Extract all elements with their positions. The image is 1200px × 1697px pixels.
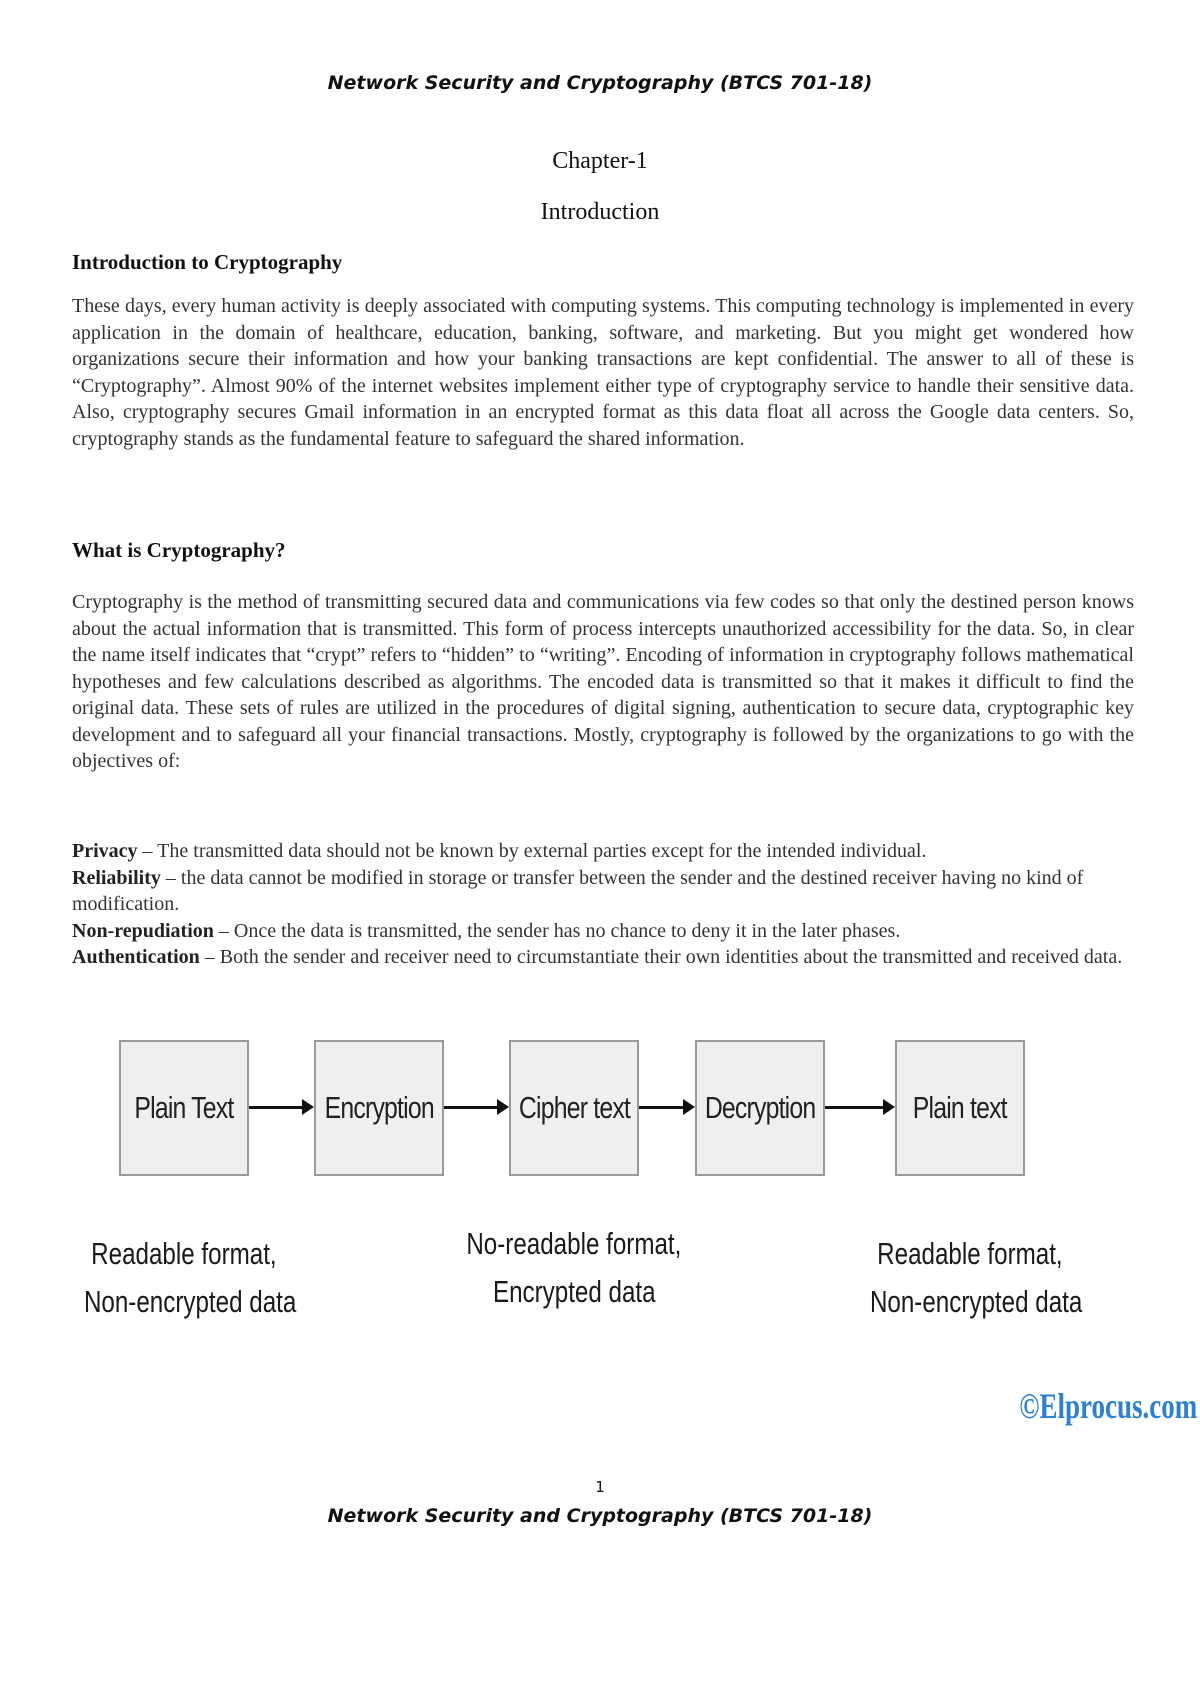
caption-line: Non-encrypted data (83, 1284, 297, 1319)
flow-box-label: Decryption (704, 1090, 816, 1125)
caption-ciphertext (434, 1220, 714, 1316)
flow-box-encryption (314, 1040, 444, 1176)
flow-box-decryption (695, 1040, 825, 1176)
objective-term: Authentication (72, 946, 200, 968)
flow-box-label: Cipher text (518, 1090, 630, 1125)
arrow-right-icon (639, 1107, 695, 1109)
objective-authentication (72, 944, 1134, 971)
flow-box-label: Plain Text (134, 1090, 234, 1125)
caption-plaintext (54, 1230, 314, 1326)
section-heading-what-is (72, 538, 1134, 563)
flow-box-label: Encryption (324, 1090, 434, 1125)
section-heading-text: Introduction to Cryptography (72, 250, 343, 274)
objective-description: – the data cannot be modified in storage or transfer between the sender and the destined receiver having no kind of modification. (72, 866, 1084, 915)
watermark-text: ©Elprocus.com (1019, 1386, 1198, 1426)
section-heading-intro (72, 250, 1134, 275)
objective-description: – The transmitted data should not be known by external parties except for the intended individual. (137, 840, 927, 862)
objective-term: Privacy (72, 840, 138, 862)
arrow-right-icon (249, 1107, 314, 1109)
section-heading-text: What is Cryptography? (72, 538, 286, 562)
chapter-title: Introduction (540, 199, 660, 225)
caption-line: No-readable format, (466, 1226, 682, 1261)
paragraph: These days, every human activity is deeply associated with computing systems. This computing technology is implemented in every application in the domain of healthcare, education, banking, software, and marketing. But you might get wondered how organizations secure their information and how your banking transactions are kept confidential. The answer to all of these is “Cryptography”. Almost 90% of the internet websites implement either type of cryptography service to handle their sensitive data. Also, cryptography secures Gmail information in an encrypted format as this data float all across the Google data centers. So, cryptography stands as the fundamental feature to safeguard the shared information. (72, 295, 1134, 450)
flow-box-plain-text (119, 1040, 249, 1176)
flow-box-label: Plain text (912, 1090, 1007, 1125)
objective-non-repudiation (72, 918, 1134, 945)
objectives-list (72, 838, 1134, 971)
objective-reliability (72, 865, 1134, 918)
section-body-what-is (72, 589, 1134, 775)
running-header: Network Security and Cryptography (BTCS 701-18) (327, 72, 873, 94)
caption-line: Non-encrypted data (869, 1284, 1083, 1319)
objective-privacy (72, 838, 1134, 865)
paragraph: Cryptography is the method of transmitting secured data and communications via few codes so that only the destined person knows about the actual information that is transmitted. This form of process intercepts unauthorized accessibility for the data. So, in clear the name itself indicates that “crypt” refers to “hidden” to “writing”. Encoding of information in cryptography follows mathematical hypotheses and few calculations described as algorithms. The encoded data is transmitted so that it makes it difficult to find the original data. These sets of rules are utilized in the procedures of digital signing, authentication to secure data, cryptographic key development and to safeguard all your financial transactions. Mostly, cryptography is followed by the organizations to go with the objectives of: (72, 591, 1134, 772)
section-body-intro (72, 293, 1134, 452)
page-number: 1 (595, 1478, 605, 1496)
objective-description: – Once the data is transmitted, the sender has no chance to deny it in the later phases. (213, 919, 901, 942)
flow-box-plain-text-output (895, 1040, 1025, 1176)
elprocus-watermark (960, 1385, 1198, 1427)
running-footer: Network Security and Cryptography (BTCS 701-18) (327, 1505, 873, 1527)
arrow-right-icon (825, 1107, 895, 1109)
caption-line: Readable format, (91, 1236, 277, 1271)
flow-box-cipher-text (509, 1040, 639, 1176)
arrow-right-icon (444, 1107, 509, 1109)
caption-line: Encrypted data (492, 1274, 656, 1309)
caption-line: Readable format, (877, 1236, 1063, 1271)
chapter-label: Chapter-1 (552, 148, 648, 174)
objective-term: Reliability (72, 866, 161, 889)
caption-output (840, 1230, 1100, 1326)
objective-term: Non-repudiation (72, 919, 214, 942)
objective-description: – Both the sender and receiver need to circumstantiate their own identities about the transmitted and received data. (199, 946, 1123, 968)
